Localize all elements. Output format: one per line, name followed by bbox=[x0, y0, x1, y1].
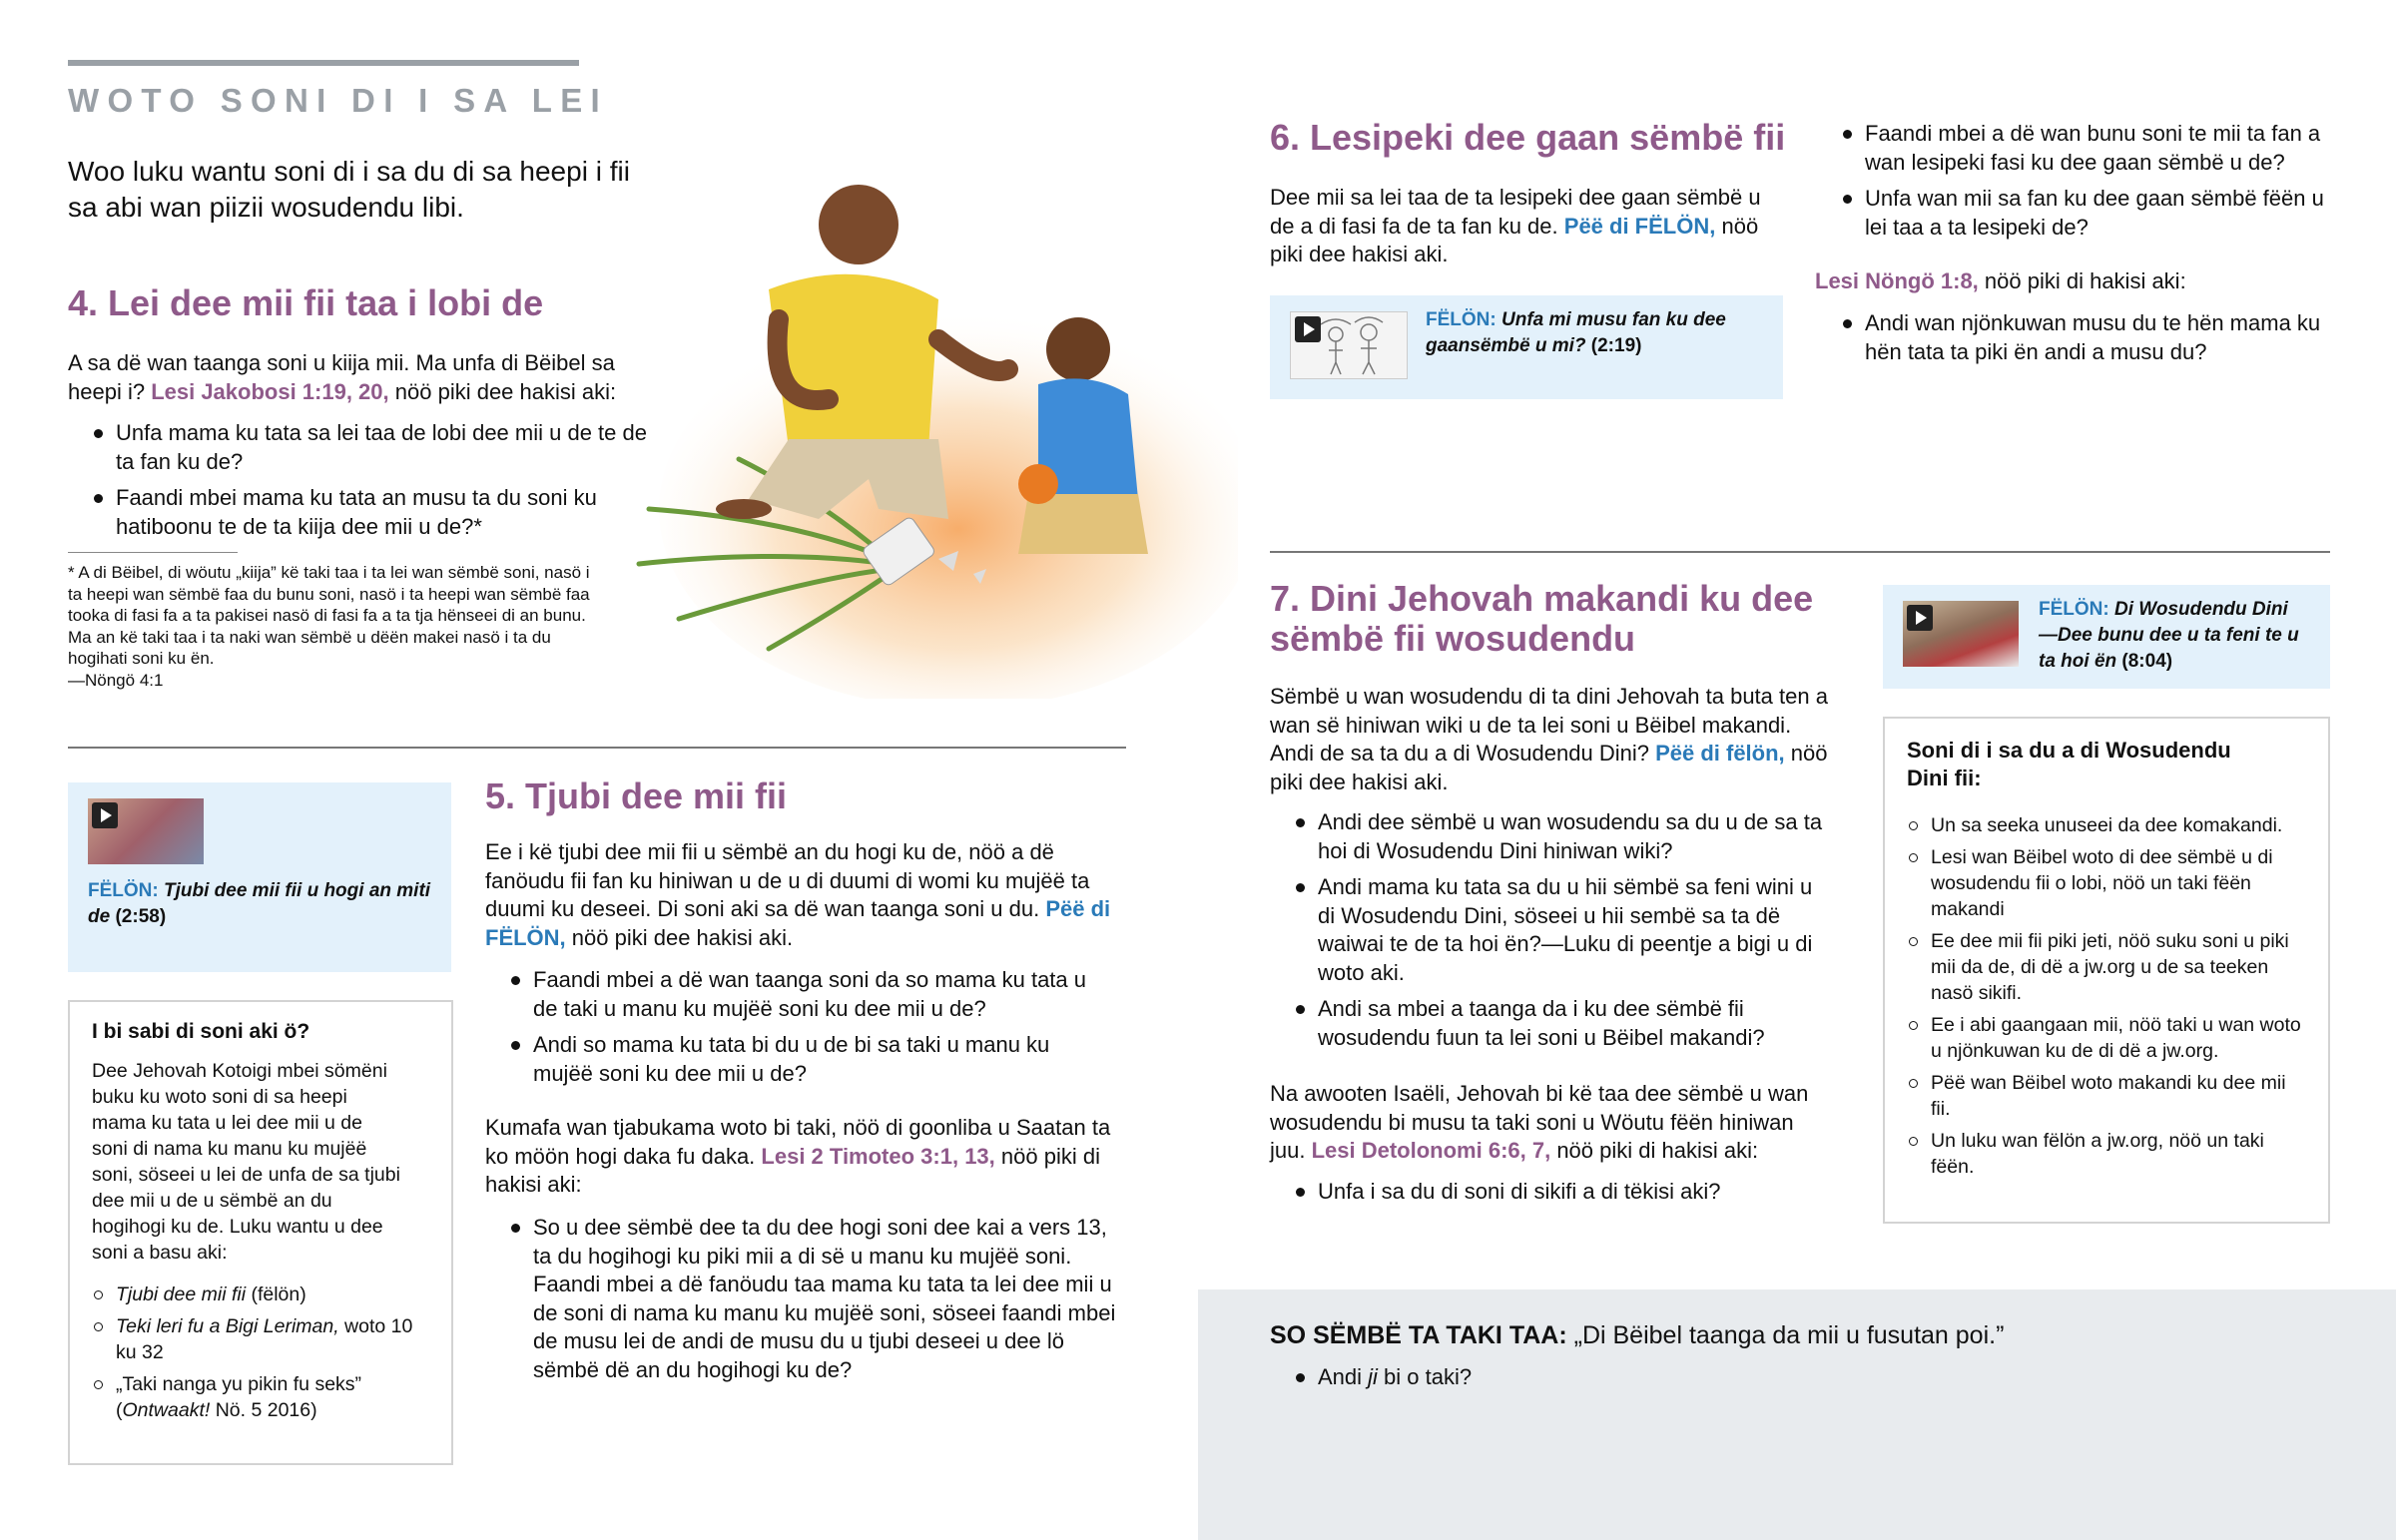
list-item: Pëë wan Bëibel woto makandi ku dee mii fii. bbox=[1907, 1070, 2306, 1122]
left-divider bbox=[68, 747, 1126, 749]
footer-quote: SO SËMBË TA TAKI TAA: „Di Bëibel taanga da mii u fusutan poi.” bbox=[1270, 1321, 2005, 1349]
section-4-title: 4. Lei dee mii fii taa i lobi de bbox=[68, 282, 544, 323]
section-4-paragraph: A sa dë wan taanga soni u kiija mii. Ma unfa di Bëibel sa heepi i? Lesi Jakobosi 1:19, 20, nöö piki dee hakisi aki: bbox=[68, 350, 617, 404]
illustration-father-son bbox=[619, 180, 1238, 699]
footnote-rule bbox=[68, 552, 238, 553]
list-item: Ee dee mii fii piki jeti, nöö suku soni u piki mii da de, di dë a jw.org u de sa teeken nasö sikifi. bbox=[1907, 928, 2306, 1006]
intro-text: Woo luku wantu soni di i sa du di sa heepi i fii sa abi wan piizii wosudendu libi. bbox=[68, 156, 630, 223]
section-6-paragraph: Dee mii sa lei taa de ta lesipeki dee gaan sëmbë u de a di fasi fa de ta fan ku de. Pëë di FËLÖN, nöö piki dee hakisi aki. bbox=[1270, 185, 1761, 266]
video-card-gaansembe[interactable] bbox=[1270, 295, 1783, 399]
list-item: Unfa i sa du di soni di sikifi a di tëkisi aki? bbox=[1292, 1178, 1831, 1207]
video-label: FËLÖN: Di Wosudendu Dini —Dee bunu dee u ta feni te u ta hoi ën (8:04) bbox=[2039, 599, 2299, 672]
list-item: Andi sa mbei a taanga da i ku dee sëmbë fii wosudendu fuun ta lei soni u Bëibel makandi? bbox=[1292, 995, 1831, 1052]
box-title: I bi sabi di soni aki ö? bbox=[92, 1020, 310, 1043]
box-text: Dee Jehovah Kotoigi mbei sömëni buku ku woto soni di sa heepi mama ku tata u lei dee mii u de soni di nama ku manu ku mujëë soni, söseei u lei de unfa de sa tjubi dee mii u de u sëmbë an du hogihogi ku de. Luku wantu u dee soni a basu aki: bbox=[92, 1060, 400, 1264]
ref-nongo[interactable]: Lesi Nöngö 1:8, bbox=[1815, 268, 1979, 293]
section-7-title: 7. Dini Jehovah makandi ku dee sëmbë fii wosudendu bbox=[1270, 578, 1814, 659]
video-label: FËLÖN: Unfa mi musu fan ku dee gaansëmbë u mi? (2:19) bbox=[1426, 309, 1726, 356]
kicker-rule bbox=[68, 60, 579, 66]
footer-question bbox=[1292, 1363, 1991, 1400]
list-item: Faandi mbei a dë wan taanga soni da so mama ku tata u de taki u manu ku mujëë soni ku dee mii u de? bbox=[507, 966, 1106, 1023]
list-item: Andi mama ku tata sa du u hii sëmbë sa feni wini u di Wosudendu Dini, söseei u hii sembë sa ta dë waiwai te de ta hoi ën?—Luku di peentje a bigi u di woto aki. bbox=[1292, 873, 1831, 987]
list-item: Lesi wan Bëibel woto di dee sëmbë u di wosudendu fii o lobi, nöö un taki fëën makandi bbox=[1907, 844, 2306, 922]
list-item: Faandi mbei mama ku tata an musu ta du soni ku hatiboonu te de ta kiija dee mii u de?* bbox=[90, 484, 649, 541]
section-5-bullets-2 bbox=[507, 1214, 1126, 1392]
box-list bbox=[92, 1282, 421, 1429]
right-divider bbox=[1270, 551, 2330, 553]
section-5-title: 5. Tjubi dee mii fii bbox=[485, 775, 788, 816]
section-4-bullets bbox=[90, 419, 649, 549]
box-title: Soni di i sa du a di Wosudendu Dini fii: bbox=[1907, 738, 2231, 790]
list-item: Andi so mama ku tata bi du u de bi sa taki u manu ku mujëë soni ku dee mii u de? bbox=[507, 1031, 1106, 1088]
footnote: * A di Bëibel, di wöutu „kiija” kë taki taa i ta lei wan sëmbë soni, nasö i ta heepi wan sëmbë faa du bunu soni, nasö i ta heepi wan sëmbë faa tooka di fasi fa a ta pakisei nasö di fasi fa a ta tja hënseei di an bunu. Ma an kë taki taa i ta naki wan sëmbë u dëën makei nasö i ta du hogihati soni ku ën. —Nöngö 4:1 bbox=[68, 563, 590, 690]
list-item: Un sa seeka unuseei da dee komakandi. bbox=[1907, 812, 2306, 838]
section-6-title: 6. Lesipeki dee gaan sëmbë fii bbox=[1270, 117, 1786, 158]
video-thumbnail[interactable] bbox=[1290, 311, 1408, 379]
illustration-svg bbox=[619, 180, 1238, 699]
section-5-paragraph-2: Kumafa wan tjabukama woto bi taki, nöö di goonliba u Saatan ta ko möön hogi daka fu daka. Lesi 2 Timoteo 3:1, 13, nöö piki di hakisi aki: bbox=[485, 1115, 1111, 1197]
list-item: Andi wan njönkuwan musu du te hën mama ku hën tata ta piki ën andi a musu du? bbox=[1839, 309, 2338, 366]
play-icon[interactable] bbox=[92, 802, 118, 828]
section-6-bullets-2 bbox=[1839, 309, 2338, 374]
list-item: So u dee sëmbë dee ta du dee hogi soni dee kai a vers 13, ta du hogihogi ku piki mii a di së u manu ku mujëë soni. Faandi mbei a dë fanöudu taa mama ku tata ta lei dee mii u de soni di nama ku manu ku mujëë soni, söseei faandi mbei de musu lei de andi de musu du u tjubi deseei u dee lö sëmbë dë an du hogihogi ku de? bbox=[507, 1214, 1126, 1384]
list-item: Andi dee sëmbë u wan wosudendu sa du u de sa ta hoi di Wosudendu Dini hiniwan wiki? bbox=[1292, 808, 1831, 865]
list-item: Andi ji bi o taki? bbox=[1292, 1363, 1991, 1392]
list-item[interactable]: Teki leri fu a Bigi Leriman, woto 10 ku 32 bbox=[92, 1313, 421, 1365]
list-item: Unfa wan mii sa fan ku dee gaan sëmbë fëën u lei taa a ta lesipeki de? bbox=[1839, 185, 2338, 242]
list-item: Ee i abi gaangaan mii, nöö taki u wan woto u njönkuwan ku de di dë a jw.org. bbox=[1907, 1012, 2306, 1064]
footer-panel bbox=[1198, 1289, 2396, 1540]
family-worship-box bbox=[1883, 717, 2330, 1224]
ref-timoteo[interactable]: Lesi 2 Timoteo 3:1, 13, bbox=[761, 1143, 995, 1169]
ref-jakobosi[interactable]: Lesi Jakobosi 1:19, 20, bbox=[151, 378, 389, 404]
video-label: FËLÖN: Tjubi dee mii fii u hogi an miti de (2:58) bbox=[88, 880, 431, 927]
ref-detolonomi[interactable]: Lesi Detolonomi 6:6, 7, bbox=[1311, 1138, 1551, 1163]
section-7-paragraph: Sëmbë u wan wosudendu di ta dini Jehovah ta buta ten a wan së hiniwan wiki u de ta lei soni u Bëibel makandi. Andi de sa ta du a di Wosudendu Dini? Pëë di fëlön, nöö piki dee hakisi aki. bbox=[1270, 684, 1828, 794]
section-6-bullets bbox=[1839, 120, 2338, 250]
section-7-bullets-2 bbox=[1292, 1178, 1831, 1215]
video-thumbnail[interactable] bbox=[88, 798, 204, 864]
box-list bbox=[1907, 812, 2306, 1186]
section-5-paragraph: Ee i kë tjubi dee mii fii u sëmbë an du hogi ku de, nöö a dë fanöudu fii fan ku hiniwan u de u di duumi di womi ku mujëë ta duumi ku deseei. Di soni aki sa dë wan taanga soni u du. Pëë di FËLÖN, nöö piki dee hakisi aki. bbox=[485, 839, 1111, 950]
section-7-bullets bbox=[1292, 808, 1831, 1060]
list-item: Unfa mama ku tata sa lei taa de lobi dee mii u de te de ta fan ku de? bbox=[90, 419, 649, 476]
did-you-know-box bbox=[68, 1000, 453, 1465]
link-felon[interactable]: Pëë di FËLÖN, bbox=[1563, 213, 1716, 239]
play-icon[interactable] bbox=[1295, 316, 1321, 342]
section-6-ref-line: Lesi Nöngö 1:8, nöö piki di hakisi aki: bbox=[1815, 268, 2186, 293]
video-card-wosudendu-dini[interactable] bbox=[1883, 585, 2330, 689]
list-item: Faandi mbei a dë wan bunu soni te mii ta fan a wan lesipeki fasi ku dee gaan sëmbë u de? bbox=[1839, 120, 2338, 177]
list-item[interactable]: „Taki nanga yu pikin fu seks” (Ontwaakt! Nö. 5 2016) bbox=[92, 1371, 421, 1423]
video-card-tjubi[interactable] bbox=[68, 782, 451, 972]
list-item[interactable]: Tjubi dee mii fii (fëlön) bbox=[92, 1282, 421, 1307]
video-thumbnail[interactable] bbox=[1903, 601, 2019, 667]
kicker-title: WOTO SONI DI I SA LEI bbox=[68, 82, 608, 119]
link-felon[interactable]: Pëë di FËLÖN, bbox=[485, 896, 1111, 950]
link-felon[interactable]: Pëë di fëlön, bbox=[1655, 741, 1785, 766]
section-5-bullets bbox=[507, 966, 1106, 1096]
list-item: Un luku wan fëlön a jw.org, nöö un taki fëën. bbox=[1907, 1128, 2306, 1180]
play-icon[interactable] bbox=[1907, 605, 1933, 631]
section-7-paragraph-2: Na awooten Isaëli, Jehovah bi kë taa dee sëmbë u wan wosudendu bi musu ta taki soni u Wöutu fëën hiniwan juu. Lesi Detolonomi 6:6, 7, nöö piki di hakisi aki: bbox=[1270, 1081, 1809, 1163]
